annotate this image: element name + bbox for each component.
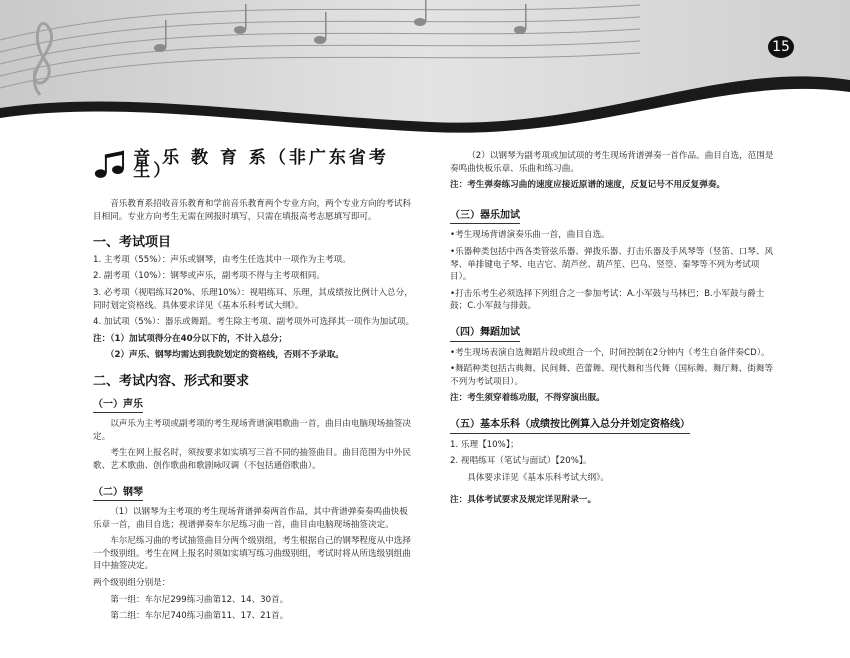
list-item: 第一组：车尔尼299练习曲第12、14、30首。: [110, 594, 289, 605]
note: 注：考生须穿着练功服，不得穿演出服。: [450, 393, 605, 404]
section-heading: 一、考试项目: [93, 235, 172, 251]
list-item: 第二组：车尔尼740练习曲第11、17、21首。: [110, 611, 289, 622]
subsection-heading: （二）钢琴: [93, 487, 143, 502]
subsection-heading: （四）舞蹈加试: [450, 327, 520, 342]
paragraph: （2）以钢琴为副考项或加试项的考生现场背谱弹奏一首作品。曲目自选，范围是奏鸣曲快板乐章、乐曲和练习曲。: [450, 151, 774, 174]
note: 注：考生弹奏练习曲的速度应接近原谱的速度，反复记号不用反复弹奏。: [450, 180, 726, 191]
intro-text: 音乐教育系招收音乐教育和学前音乐教育两个专业方向，两个专业方向的考试科目相同。专业方向考生无需在网报时填写，只需在填报高考志愿填写即可。: [93, 199, 411, 222]
exam-item: 4. 加试项（5%）：器乐或舞蹈。考生除主考项、副考项外可选择其一项作为加试项。: [93, 317, 415, 328]
subsection-heading: （一）声乐: [93, 399, 143, 414]
note: （2）声乐、钢琴均需达到我院划定的资格线，否则不予录取。: [105, 350, 344, 361]
list-item: 1. 乐理【10%】；: [450, 439, 519, 450]
paragraph: 以声乐为主考项或副考项的考生现场背谱演唱歌曲一首，曲目由电脑现场抽签决定。: [93, 419, 411, 442]
list-item: 2. 视唱练耳（笔试与面试）【20%】。: [450, 456, 592, 467]
page-number: 15: [768, 36, 794, 58]
note: 注：具体考试要求及规定详见附录一。: [450, 495, 597, 506]
section-heading: 二、考试内容、形式和要求: [93, 373, 250, 389]
list-item: •考生现场背谱演奏乐曲一首，曲目自选。: [450, 230, 610, 241]
right-column: [450, 150, 780, 511]
subsection-heading: （三）器乐加试: [450, 210, 520, 225]
list-item: 具体要求详见《基本乐科考试大纲》。: [467, 472, 609, 483]
paragraph: 考生在网上报名时，须按要求如实填写三首不同的抽签曲目。曲目范围为中外民歌、艺术歌曲、创作歌曲和歌剧咏叹调（不包括通俗歌曲）。: [93, 448, 411, 471]
list-item: •舞蹈种类包括古典舞、民间舞、芭蕾舞、现代舞和当代舞（国标舞、舞厅舞、街舞等不列为考试项目）。: [450, 364, 774, 387]
title-row: [93, 150, 415, 180]
note: 注：（1）加试项得分在40分以下的，不计入总分；: [93, 333, 288, 344]
subsection-heading: （五）基本乐科（成绩按比例算入总分并划定资格线）: [450, 419, 690, 434]
exam-item: 2. 副考项（10%）：钢琴或声乐，副考项不得与主考项相同。: [93, 271, 325, 282]
header-banner: [0, 0, 850, 135]
left-column: [93, 150, 415, 627]
exam-item: 1. 主考项（55%）：声乐或钢琴，由考生任选其中一项作为主考项。: [93, 254, 351, 265]
list-item: •打击乐考生必须选择下列组合之一参加考试：A.小军鼓与马林巴；B.小军鼓与爵士鼓；C.小军鼓与排鼓。: [450, 288, 765, 312]
page-title: 音 乐 教 育 系（非广东省考生）: [133, 148, 389, 181]
list-item: •乐器种类包括中西各类管弦乐器、弹拨乐器、打击乐器及手风琴等（竖笛、口琴、风琴、单排键电子琴、电吉它、葫芦丝、葫芦笙、巴乌、竖箜、秦琴等不列为考试项目）。: [450, 246, 774, 283]
list-item: •考生现场表演自选舞蹈片段或组合一个，时间控制在2分钟内（考生自备伴奏CD）。: [450, 347, 770, 358]
paragraph: （1）以钢琴为主考项的考生现场背谱弹奏两首作品，其中背谱弹奏奏鸣曲快板乐章一首，曲目自选；视谱弹奏车尔尼练习曲一首，曲目由电脑现场抽签决定。: [93, 507, 408, 530]
paragraph: 两个级别组分别是：: [93, 578, 171, 589]
paragraph: 车尔尼练习曲的考试抽签曲目分两个级别组，考生根据自己的钢琴程度从中选择一个级别组。考生在网上报名时须如实填写练习曲级别组，考试时将从所选级别组曲目中抽签决定。: [93, 536, 411, 572]
exam-item: 3. 必考项（视唱练耳20%、乐理10%）：视唱练耳、乐理，其成绩按比例计入总分，同时划定资格线。具体要求详见《基本乐科考试大纲》。: [93, 287, 413, 311]
music-note-icon: [93, 150, 129, 180]
